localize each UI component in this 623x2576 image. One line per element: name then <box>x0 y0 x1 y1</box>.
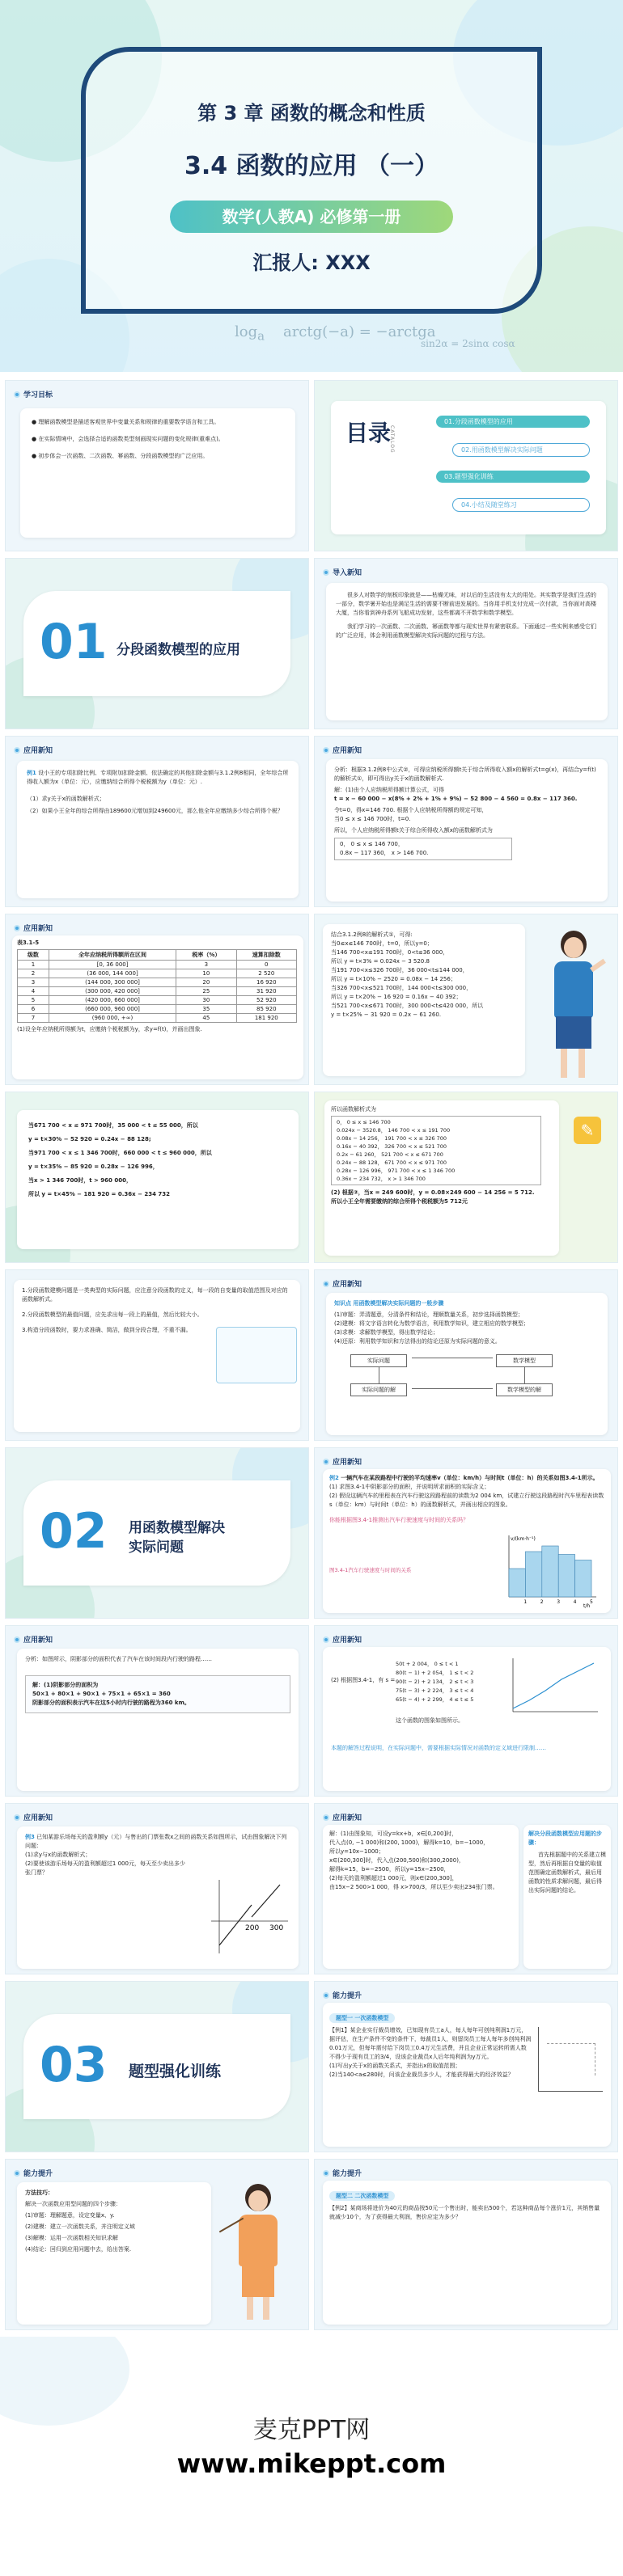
ex3sol-line: (2)每天的盈利额超过1 000元，则x∈(200,300]， <box>329 1875 458 1881</box>
ex2sol2-intro: (2) 根据图3.4-1，有 s = <box>331 1677 396 1683</box>
knowledge-title: 知识点 用函数模型解决实际问题的一般步骤 <box>334 1300 444 1307</box>
sol1d-line: (2) 根据②，当x = 249 600时，y = 0.08×249 600 − 14 256 = 5 712. <box>331 1189 535 1196</box>
sol1d-piecewise: 0， 0 ≤ x ≤ 146 700 0.024x − 3520.8， 146 700 < x ≤ 191 700 0.08x − 14 256， 191 700 < x ≤ 326 700 0.16x − 40 392， 326 700 < x ≤ 521 700 0.2x − 61 260， 521 700 < x ≤ 671 700 0.24x − 88 128， 671 700 < x ≤ 971 700 0.28x − 126 996， 971 700 < x ≤ 1 346 700 0.36x − 234 732， x > 1 346 700 <box>331 1116 541 1185</box>
table-row: 7 (960 000, +∞) 45 181 920 <box>18 1014 297 1023</box>
section-tag-apply: 应用新知 <box>323 1278 362 1289</box>
sol1-line: t = x − 60 000 − x(8% + 2% + 1% + 9%) − 52 800 − 4 560 = 0.8x − 117 360. <box>334 796 578 802</box>
knowledge-slide <box>314 1269 618 1441</box>
bullet-dot-icon <box>323 747 329 754</box>
sol1b-line: 当326 700<x≤521 700时，144 000<t≤300 000， <box>331 985 473 991</box>
section2-title-line2: 实际问题 <box>129 1539 184 1556</box>
bullet-dot-icon <box>14 1814 20 1821</box>
ex1-text: 例1 设小王的专项扣除比例、专项附加扣除金额、依法确定的其他扣除金额与3.1.2例8相同，全年综合所得收入额为x（单位：元），应缴纳综合所得个税税额为y（单位：元）. <box>27 770 289 785</box>
bullet-dot-icon <box>323 1459 329 1465</box>
bar <box>509 1569 525 1597</box>
method-step: (3)解模：运用一次函数相关知识求解 <box>25 2235 118 2241</box>
flow-box-real-problem: 实际问题 <box>350 1354 407 1367</box>
ex2sol2-caption: 这个函数的图象如图所示。 <box>396 1717 464 1724</box>
toc-item-1[interactable]: 01.分段函数模型的应用 <box>436 416 590 428</box>
section-tag-apply: 应用新知 <box>14 923 53 933</box>
ability2-slide <box>314 2159 618 2330</box>
section2-card <box>23 1480 290 1586</box>
ex2-question: 你能根据图3.4-1推测出汽车行驶速度与时间的关系吗？ <box>329 1517 469 1523</box>
sol1b-line: 当146 700<x≤191 700时，0<t≤36 000， <box>331 949 449 956</box>
ability2-text: 【例2】某商场将进价为40元的商品按50元一个售出时，能卖出500个，若这种商品每个涨价1元，其销售量就减少10个，为了获得最大利润，售价应定为多少？ <box>329 2205 600 2220</box>
bar <box>575 1560 591 1598</box>
bullet-dot-icon <box>14 2170 20 2177</box>
watermark-brand: 麦克PPT网 <box>252 2416 371 2444</box>
sol1b-card <box>323 924 525 1076</box>
table-row: 6 (660 000, 960 000] 35 85 920 <box>18 1005 297 1014</box>
watermark-footer <box>0 2337 623 2576</box>
section1-card <box>23 591 290 696</box>
flow-diagram <box>334 1351 600 1400</box>
ability2-tag: 题型二 二次函数模型 <box>329 2191 395 2201</box>
import-slide <box>314 558 618 729</box>
sol1c-slide <box>5 1092 309 1263</box>
section-tag-apply: 应用新知 <box>323 1634 362 1645</box>
section3-card <box>23 2014 290 2119</box>
sol1-line: 当0 ≤ x ≤ 146 700时，t=0. <box>334 816 411 822</box>
math-decoration: $\log_a$ arctg(−a) = −arctga <box>235 323 436 344</box>
section-tag-ability: 能力提升 <box>323 1990 362 2000</box>
ex2-card <box>323 1469 611 1613</box>
knowledge-step: (1)审题：弄清题意，分清条件和结论，理顺数量关系，初步选择函数模型； <box>334 1311 523 1318</box>
ex3-card <box>17 1826 299 1969</box>
import-paragraph-1: 很多人对数学的刻板印象就是——枯燥无味，对以后的生活没有太大的用处。其实数学是我们生活的一部分，数学暑开始也是满足生活的需要不断前进发展的。当你用手机支付完成一次付款，当你面对高楼大厦，当你看到神舟系列飞船成功发射，这些都离不开数学和数学模型。 <box>336 592 596 616</box>
sol1-slide <box>314 736 618 907</box>
sol1b-line: y = t×25% − 31 920 = 0.2x − 61 260. <box>331 1011 442 1018</box>
method-title: 方法技巧： <box>25 2190 53 2196</box>
ex1-card <box>17 761 299 898</box>
ability1-tag: 题型一 一次函数模型 <box>329 2013 395 2023</box>
section1-number: 01 <box>40 614 108 670</box>
toc-item-2[interactable]: 02.用函数模型解决实际问题 <box>452 443 590 457</box>
ex2-chart-caption: 图3.4-1汽车行驶速度与时间的关系 <box>329 1567 412 1573</box>
goal-item: ● 初步体会一次函数、二次函数、幂函数、分段函数模型的广泛应用。 <box>32 453 209 459</box>
ability1-text: 【例1】某企业实行裁员增效，已知现有员工a人，每人每年可创纯利润1万元，据评估，在生产条件不变的条件下，每裁员1人，则留岗员工每人每年多创纯利润0.01万元，但每年需付给下岗员工0.4万元生活费，并且企业正常运转所需人数不得少于现有员工的3/4，设该企业裁员x人后年纯利润为y万元。 <box>329 2027 532 2060</box>
sol1c-line: y = t×35% − 85 920 = 0.28x − 126 996， <box>28 1163 159 1170</box>
section2-slide <box>5 1447 309 1619</box>
sol1-line: 分析：根据3.1.2例8中公式②，可得应纳税所得额t关于综合所得收入额x的解析式t=g(x)，再结合y=f(t)的解析式①，即可得出y关于x的函数解析式. <box>334 766 596 782</box>
sol1-card <box>326 759 608 902</box>
sol1c-line: 当671 700 < x ≤ 971 700时，35 000 < t ≤ 55 000，所以 <box>28 1122 198 1129</box>
math-decoration-2: sin2α = 2sinα cosα <box>421 338 515 349</box>
ex3sol-line: 代入点(0, −1 000)和(200, 1000)，解得k=10，b=−1000， <box>329 1839 490 1846</box>
flow-arrow-icon <box>524 1367 525 1383</box>
knowledge-step: (2)建模：将文字语言转化为数学语言，利用数学知识，建立相应的数学模型； <box>334 1320 529 1327</box>
odometer-line-chart <box>505 1655 602 1720</box>
watermark-url[interactable]: www.mikeppt.com <box>176 2448 447 2479</box>
goals-slide <box>5 380 309 551</box>
table-row: 4 (300 000, 420 000] 25 31 920 <box>18 987 297 996</box>
ex3sol-line: 由15x−2 500>1 000，得 x>700/3，所以至少卖出234张门票。 <box>329 1884 498 1890</box>
ability1-slide <box>314 1981 618 2152</box>
ability1-card <box>323 2003 611 2147</box>
table-row: 5 (420 000, 660 000] 30 52 920 <box>18 996 297 1005</box>
bullet-dot-icon <box>323 2170 329 2177</box>
bar <box>558 1555 574 1598</box>
ex3sol-line: 解得k=15，b=−2500，所以y=15x−2500， <box>329 1866 450 1873</box>
teacher-illustration-2 <box>226 2184 290 2321</box>
table-row: 2 (36 000, 144 000] 10 2 520 <box>18 969 297 978</box>
ex2sol-line: 阴影部分的面积表示汽车在这5小时内行驶的路程为360 km。 <box>32 1700 190 1706</box>
toc-subtitle: CATALOG <box>389 425 395 454</box>
sol1b-line: 所以 y = t×3% = 0.024x − 3 520.8 <box>331 958 430 965</box>
ex2sol2-slide <box>314 1625 618 1797</box>
flow-box-math-model: 数学模型 <box>496 1354 553 1367</box>
axis-label-200: 200 <box>245 1924 260 1932</box>
ex3-question-2: (2)要使该游乐场每天的盈利额超过1 000元，每天至少卖出多少张门票？ <box>25 1860 185 1876</box>
sol1c-line: 当971 700 < x ≤ 1 346 700时，660 000 < t ≤ 960 000，所以 <box>28 1150 212 1156</box>
section1-title: 分段函数模型的应用 <box>117 642 240 658</box>
ex2sol-line: 解：(1)阴影部分的面积为 <box>32 1682 99 1688</box>
section-tag-apply: 应用新知 <box>323 1456 362 1467</box>
cover-slide <box>0 0 623 372</box>
teacher-illustration <box>541 931 606 1080</box>
table-note: (1)设全年应纳税所得额为t，应缴纳个税税额为y，求y=f(t)，并画出图象. <box>17 1026 202 1033</box>
ex1-slide <box>5 736 309 907</box>
section3-slide <box>5 1981 309 2152</box>
goal-item: ● 在实际情境中，会选择合适的函数类型刻画现实问题的变化规律(重难点)。 <box>32 436 224 442</box>
y-axis-label: v/(km·h⁻¹) <box>511 1536 536 1542</box>
flow-arrow-icon <box>412 1388 493 1389</box>
goals-card <box>20 408 295 538</box>
sol1b-line: 所以 y = t×20% − 16 920 = 0.16x − 40 392； <box>331 994 462 1000</box>
ex3-text: 例3 已知某游乐场每天的盈利额y（元）与售出的门票张数x之间的函数关系如图所示，试由图象解决下列问题： <box>25 1834 287 1849</box>
sol1c-line: 当x > 1 346 700时，t > 960 000， <box>28 1177 132 1184</box>
sol1b-line: 所以 y = t×10% − 2520 = 0.08x − 14 256； <box>331 976 456 982</box>
bar <box>525 1552 541 1597</box>
table-slide <box>5 914 309 1085</box>
ex2sol-slide <box>5 1625 309 1797</box>
x-tick-label: 3 <box>557 1599 561 1605</box>
profit-line-chart <box>203 1877 292 1957</box>
bullet-dot-icon <box>14 1636 20 1643</box>
bullet-dot-icon <box>323 1992 329 1999</box>
sol1d-slide <box>314 1092 618 1263</box>
bullet-dot-icon <box>323 1281 329 1287</box>
ex1-question-1: （1）求y关于x的函数解析式； <box>27 796 105 802</box>
flow-box-real-solution: 实际问题的解 <box>350 1383 407 1396</box>
section1-slide <box>5 558 309 729</box>
toc-item-3[interactable]: 03.题型强化训练 <box>436 471 590 483</box>
x-tick-label: 5 <box>590 1599 593 1605</box>
ex2-question-2: (2) 假设这辆汽车的里程表在汽车行驶这段路程前的读数为2 004 km，试建立行驶这段路程时汽车里程表读数s（单位：km）与时间t（单位：h）的函数解析式，并画出相应的图象。 <box>329 1493 604 1508</box>
ex2sol-line: 50×1 + 80×1 + 90×1 + 75×1 + 65×1 = 360 <box>32 1691 171 1697</box>
x-tick-label: 2 <box>540 1599 544 1605</box>
bullet-dot-icon <box>323 1814 329 1821</box>
toc-item-4[interactable]: 04.小结及随堂练习 <box>452 498 590 512</box>
sol1-line: 所以，个人应纳税所得额t关于综合所得收入额x的函数解析式为 <box>334 827 493 834</box>
sol1b-line: 当521 700<x≤671 700时，300 000<t≤420 000，所以 <box>331 1003 484 1009</box>
ex2sol2-piecewise: 50t + 2 004， 0 ≤ t < 1 80(t − 1) + 2 054， 1 ≤ t < 2 90(t − 2) + 2 134， 2 ≤ t < 3 75(t − 3) + 2 224， 3 ≤ t < 4 65(t − 4) + 2 299， 4 ≤ t ≤ 5 <box>396 1661 474 1703</box>
ex2sol2-card <box>323 1647 611 1791</box>
table-header-row: 级数 全年应纳税所得额所在区间 税率（%） 速算扣除数 <box>18 950 297 961</box>
ability1-question-2: (2)当140<a≤280时，问该企业裁员多少人，才能获得最大的经济效益？ <box>329 2071 514 2078</box>
table-row: 3 (144 000, 300 000] 20 16 920 <box>18 978 297 987</box>
section-tag-ability: 能力提升 <box>323 2168 362 2178</box>
summary-callout <box>216 1327 297 1383</box>
section-tag-ability: 能力提升 <box>14 2168 53 2178</box>
section-tag-apply: 应用新知 <box>14 1812 53 1822</box>
sol1b-line: 当191 700<x≤326 700时，36 000<t≤144 000， <box>331 967 468 973</box>
book-label-pill: 数学(人教A) 必修第一册 <box>170 201 453 233</box>
section2-number: 02 <box>40 1503 108 1560</box>
reporter-label: 汇报人: XXX <box>252 251 371 274</box>
bullet-dot-icon <box>323 569 329 576</box>
sol1b-slide <box>314 914 618 1085</box>
method-step: (2)建模：建立一次函数关系，并注明定义域 <box>25 2223 135 2230</box>
ex2sol-card <box>17 1649 299 1791</box>
ex3-slide <box>5 1803 309 1974</box>
sol1-piecewise: 0， 0 ≤ x ≤ 146 700， 0.8x − 117 360， x > 146 700. <box>334 838 512 860</box>
ex3sol-slide <box>314 1803 618 1974</box>
summary-line: 3.构造分段函数时，要力求准确、简洁，做到分段合理，不重不漏。 <box>22 1327 192 1333</box>
bullet-dot-icon <box>14 747 20 754</box>
lesson-title: 3.4 函数的应用 （一） <box>184 152 439 180</box>
bar <box>542 1546 558 1597</box>
ex3sol-side-text: 首先根据题中的关系建立模型，然后再根据自变量的取值范围确定函数解析式，最后用函数的性质求解问题，最后得出实际问题的结论。 <box>528 1852 606 1894</box>
section-tag-apply: 应用新知 <box>14 745 53 755</box>
ex3sol-line: x∈(200,300]时，代入点(200,500)和(300,2000)， <box>329 1857 464 1864</box>
axis-label-300: 300 <box>269 1924 284 1932</box>
section-tag-apply: 应用新知 <box>323 1812 362 1822</box>
ex3-question-1: (1)求y与x的函数解析式； <box>25 1852 91 1858</box>
knowledge-step: (3)求模：求解数学模型，得出数学结论； <box>334 1329 439 1336</box>
summary-line: 2.分段函数模型的最值问题，应先求出每一段上的最值，然后比较大小。 <box>22 1311 203 1318</box>
ability2-card <box>323 2181 611 2325</box>
summary-line: 1.分段函数建模问题是一类典型的实际问题，应注意分段函数的定义，每一段的自变量的取值范围及对应的函数解析式。 <box>22 1287 288 1303</box>
ability1-question-1: (1)写出y关于x的函数关系式，并指出x的取值范围； <box>329 2063 461 2069</box>
speed-bar-chart <box>494 1534 600 1608</box>
ex2-slide <box>314 1447 618 1619</box>
sol1d-intro: 所以函数解析式为 <box>331 1106 376 1113</box>
sol1c-card <box>17 1110 299 1249</box>
ex2sol2-note: 本题的解答过程说明，在实际问题中，需要根据实际情况对函数的定义域进行限制…… <box>331 1745 546 1751</box>
ex3sol-line: 所以y=10x−1000； <box>329 1848 384 1855</box>
sol1c-line: y = t×30% − 52 920 = 0.24x − 88 128; <box>28 1136 151 1142</box>
flow-box-math-solution: 数学模型的解 <box>496 1383 553 1396</box>
sol1-line: 解：(1)由个人应纳税所得额计算公式，可得 <box>334 787 444 793</box>
goal-item: ● 理解函数模型是描述客观世界中变量关系和规律的重要数学语言和工具。 <box>32 419 220 425</box>
section2-title-line1: 用函数模型解决 <box>129 1520 225 1536</box>
sol1d-line: 所以小王全年需要缴纳的综合所得个税税额为5 712元 <box>331 1198 468 1205</box>
ex2-text: 例2 一辆汽车在某段路程中行驶的平均速率v（单位：km/h）与时间t（单位：h）的关系如图3.4-1所示。 <box>329 1475 599 1481</box>
ex3sol-line: 解：(1)由图象知，可设y=kx+b，x∈[0,200]时， <box>329 1831 458 1837</box>
method-step: (4)结论：回归到应用问题中去，给出答案. <box>25 2246 132 2253</box>
toc-card <box>331 401 606 534</box>
method-slide <box>5 2159 309 2330</box>
ex2sol-text: 分析：如图所示，阴影部分的面积代表了汽车在该时间段内行驶的路程…… <box>25 1656 212 1662</box>
toc-title: 目录 <box>345 420 392 446</box>
ex2-question-1: (1) 求图3.4-1中阴影部分的面积，并说明所求面积的实际含义； <box>329 1484 490 1490</box>
summary-slide <box>5 1269 309 1441</box>
sol1-line: 令t=0，得x=146 700. 根据个人应纳税所得额的规定可知， <box>334 807 488 813</box>
ex3sol-card <box>323 1825 519 1969</box>
toc-slide <box>314 380 618 551</box>
x-tick-label: 1 <box>523 1599 528 1605</box>
sol1b-line: 结合3.1.2例8的解析式①，可得: <box>331 931 413 938</box>
knowledge-step: (4)还原：利用数学知识和方法得出的结论还原为实际问题的意义。 <box>334 1338 501 1345</box>
bullet-dot-icon <box>14 391 20 398</box>
knowledge-card <box>326 1293 608 1435</box>
section3-title: 题型强化训练 <box>129 2063 222 2080</box>
ability1-graph <box>538 2027 603 2092</box>
method-intro: 解决一次函数应用型问题的四个步骤： <box>25 2201 121 2207</box>
ex3sol-side-title: 解决分段函数模型应用题的步骤： <box>528 1831 602 1846</box>
x-axis-label: t/h <box>583 1603 591 1608</box>
import-card <box>326 583 608 720</box>
bullet-dot-icon <box>323 1636 329 1643</box>
ex1-question-2: （2）如果小王全年的综合所得由189600元增加到249600元，那么他全年应缴纳多少综合所得个税？ <box>27 808 283 814</box>
tax-table <box>17 949 297 1023</box>
section3-number: 03 <box>40 2037 108 2093</box>
table-card <box>12 935 303 1079</box>
x-tick-label: 4 <box>573 1599 577 1605</box>
import-paragraph-2: 我们学习的一次函数、二次函数、幂函数等都与现实世界有紧密联系。下面通过一些实例来感受它们的广泛应用，体会利用函数模型解决实际问题的过程与方法。 <box>336 623 596 639</box>
method-step: (1)审题：理解题意，设定变量x、y. <box>25 2212 115 2219</box>
sol1d-card <box>324 1100 559 1256</box>
sol1c-line: 所以 y = t×45% − 181 920 = 0.36x − 234 732 <box>28 1191 171 1197</box>
bullet-dot-icon <box>14 925 20 931</box>
ex3sol-side <box>523 1825 611 1969</box>
pencil-icon: ✎ <box>574 1117 601 1144</box>
table-row: 1 [0, 36 000] 3 0 <box>18 961 297 969</box>
ex2sol-box <box>25 1675 290 1713</box>
method-card <box>17 2182 211 2325</box>
chapter-title: 第 3 章 函数的概念和性质 <box>197 102 426 125</box>
section-tag-import: 导入新知 <box>323 567 362 577</box>
sol1b-line: 当0≤x≤146 700时，t=0，所以y=0； <box>331 940 433 947</box>
section-tag-apply: 应用新知 <box>14 1634 53 1645</box>
section-tag-apply: 应用新知 <box>323 745 362 755</box>
section-tag-learning-goal: 学习目标 <box>14 389 53 399</box>
table-caption: 表3.1-5 <box>17 940 40 946</box>
